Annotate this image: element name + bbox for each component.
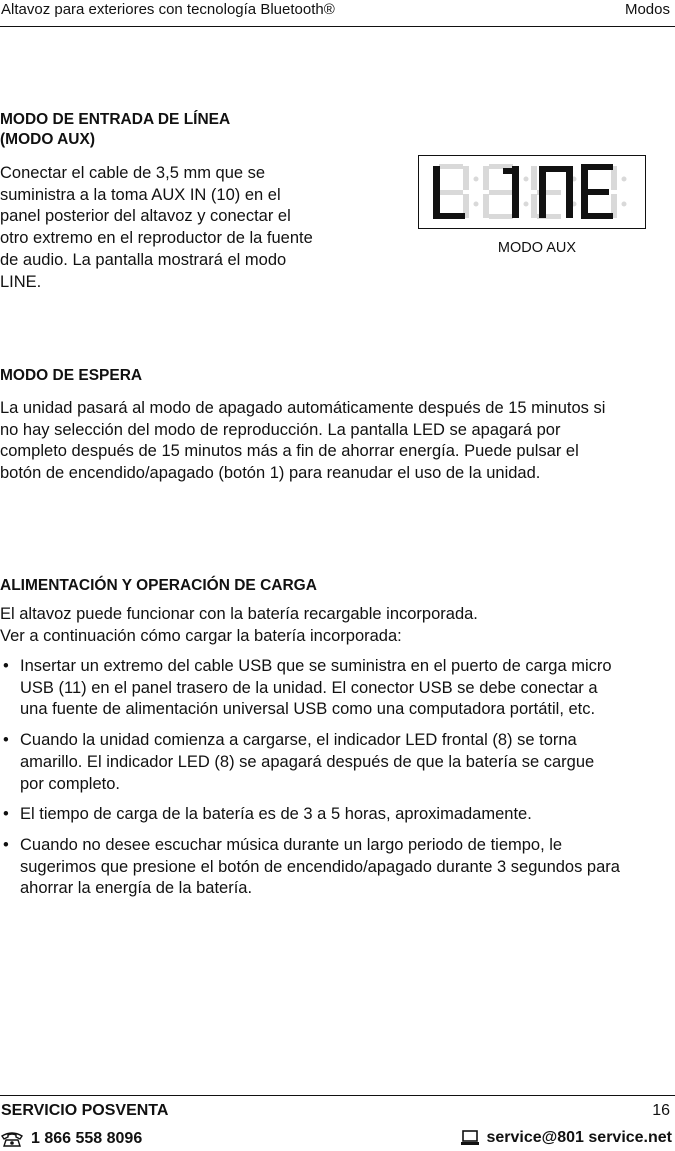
header-title: Altavoz para exteriores con tecnología Bluetooth® bbox=[1, 1, 335, 18]
led-display bbox=[418, 155, 646, 229]
aux-mode-heading bbox=[0, 110, 300, 150]
bullet-icon: • bbox=[3, 835, 9, 854]
aux-mode-heading-line1: MODO DE ENTRADA DE LÍNEA bbox=[0, 111, 231, 128]
footer-phone bbox=[1, 1130, 142, 1148]
bullet-icon: • bbox=[3, 657, 9, 675]
aux-mode-heading-line2: (MODO AUX) bbox=[0, 131, 95, 148]
phone-icon bbox=[1, 1131, 23, 1147]
standby-heading: MODO DE ESPERA bbox=[0, 367, 143, 384]
power-intro-line2: Ver a continuación cómo cargar la batería incorporada: bbox=[0, 626, 402, 645]
footer-email-address: service@801 service.net bbox=[486, 1129, 672, 1146]
page-number: 16 bbox=[652, 1102, 670, 1119]
footer-email bbox=[460, 1129, 672, 1147]
footer-phone-number: 1 866 558 8096 bbox=[31, 1130, 143, 1147]
aux-mode-body: Conectar el cable de 3,5 mm que se suministra a la toma AUX IN (10) en el panel posterior del altavoz y conectar el otro extremo en el reproductor de la fuente de audio. La pantalla mostrará el modo LINE. bbox=[0, 164, 313, 291]
charging-bullet-list bbox=[0, 656, 620, 909]
standby-body: La unidad pasará al modo de apagado automáticamente después de 15 minutos si no hay selección del modo de reproducción. La pantalla LED se apagará por completo después de 15 minutos más a fin de ahorrar energía. Puede pulsar el botón de encendido/apagado (botón 1) para reanudar el uso de la unidad. bbox=[0, 399, 606, 483]
list-item: • Cuando no desee escuchar música durante un largo periodo de tiempo, le sugerimos que presione el botón de encendido/apagado durante 3 segundos para ahorrar la energía de la batería. bbox=[3, 835, 620, 898]
power-intro-line1: El altavoz puede funcionar con la batería recargable incorporada. bbox=[0, 605, 478, 623]
led-display-caption: MODO AUX bbox=[497, 240, 577, 256]
bullet-icon: • bbox=[3, 805, 9, 824]
laptop-icon bbox=[460, 1130, 480, 1146]
list-item: • Cuando la unidad comienza a cargarse, el indicador LED frontal (8) se torna amarillo. El indicador LED (8) se apagará después de que la batería se cargue por completo. bbox=[3, 731, 595, 793]
bullet-icon: • bbox=[3, 731, 9, 750]
header-section: Modos bbox=[624, 1, 670, 18]
power-heading: ALIMENTACIÓN Y OPERACIÓN DE CARGA bbox=[0, 577, 317, 594]
footer-divider bbox=[0, 1095, 675, 1096]
list-item: • Insertar un extremo del cable USB que se suministra en el puerto de carga micro USB (11) en el panel trasero de la unidad. El conector USB se debe conectar a una fuente de alimentación universal USB como una computadora portátil, etc. bbox=[3, 657, 612, 719]
page-header bbox=[0, 0, 675, 27]
footer-service-label: SERVICIO POSVENTA bbox=[1, 1102, 169, 1119]
led-display-segments-icon bbox=[419, 156, 647, 230]
list-item: • El tiempo de carga de la batería es de 3 a 5 horas, aproximadamente. bbox=[0, 804, 620, 826]
power-intro bbox=[0, 604, 620, 647]
